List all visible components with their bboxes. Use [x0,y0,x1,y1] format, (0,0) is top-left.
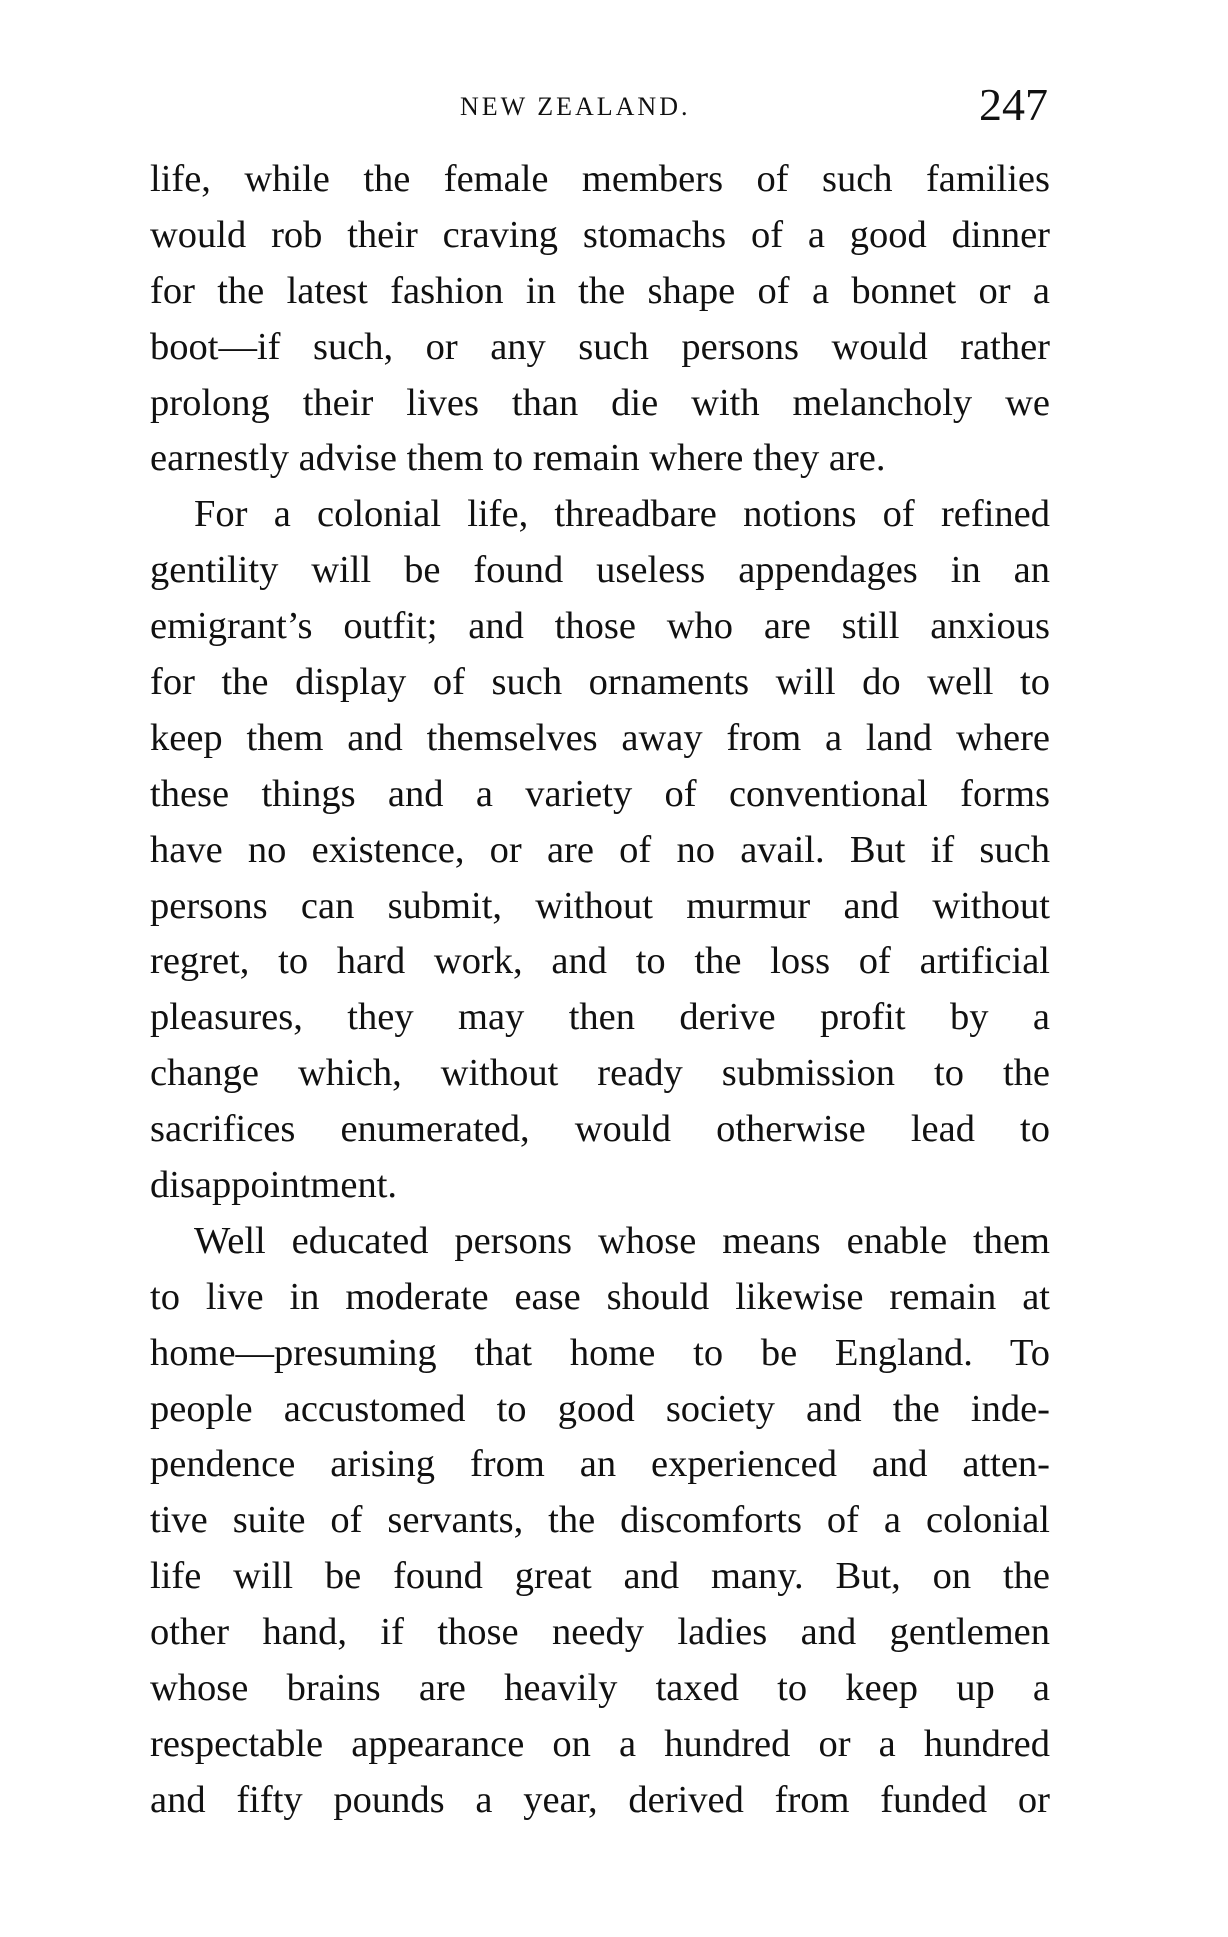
text-line: whose brains are heavily taxed to keep up a [150,1667,1050,1710]
text-line: earnestly advise them to remain where they are. [150,437,886,480]
text-line: change which, without ready submission to the [150,1052,1050,1095]
text-line: to live in moderate ease should likewise remain at [150,1275,1050,1318]
text-line: disappointment. [150,1164,398,1207]
text-line: and fifty pounds a year, derived from funded or [150,1778,1050,1821]
text-line: tive suite of servants, the discomforts of a colonial [150,1499,1050,1542]
text-line: pendence arising from an experienced and atten- [150,1443,1050,1486]
text-line: these things and a variety of conventional forms [150,772,1050,815]
text-line: life will be found great and many. But, on the [150,1555,1050,1598]
text-line: respectable appearance on a hundred or a hundred [150,1722,1050,1765]
text-line: persons can submit, without murmur and without [150,884,1050,927]
text-line: have no existence, or are of no avail. But if such [150,828,1050,871]
running-title: NEW ZEALAND. [460,92,691,121]
text-line: For a colonial life, threadbare notions of refined [194,493,1050,536]
text-line: other hand, if those needy ladies and gentlemen [150,1611,1050,1654]
page-number: 247 [979,79,1048,130]
text-line: Well educated persons whose means enable them [194,1219,1050,1262]
running-head [148,78,1048,138]
text-line: for the latest fashion in the shape of a bonnet or a [150,269,1050,312]
text-line: keep them and themselves away from a land where [150,716,1050,759]
body-text [150,152,1050,1829]
text-line: prolong their lives than die with melancholy we [150,381,1050,424]
text-line: would rob their craving stomachs of a good dinner [150,213,1050,256]
text-line: regret, to hard work, and to the loss of artificial [150,940,1050,983]
text-line: emigrant’s outfit; and those who are still anxious [150,605,1050,648]
text-line: people accustomed to good society and the inde- [150,1387,1050,1430]
text-line: for the display of such ornaments will do well to [150,661,1050,704]
text-line: life, while the female members of such families [150,158,1050,200]
text-line: sacrifices enumerated, would otherwise lead to [150,1108,1050,1151]
text-line: gentility will be found useless appendages in an [150,549,1050,592]
text-line: boot—if such, or any such persons would rather [150,325,1050,368]
text-line: pleasures, they may then derive profit by a [150,996,1050,1039]
text-line: home—presuming that home to be England. To [150,1331,1050,1374]
